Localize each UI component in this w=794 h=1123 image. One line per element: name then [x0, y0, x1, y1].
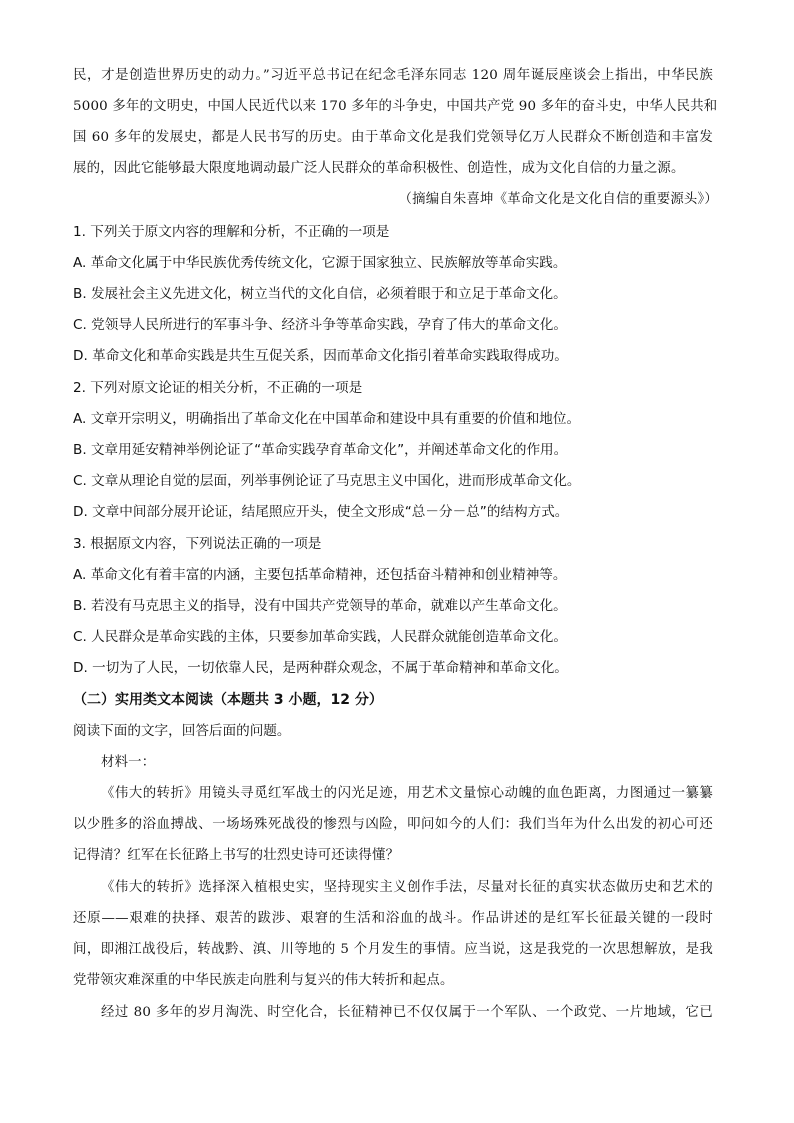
material-p1-line-3: 记得清？红军在长征路上书写的壮烈史诗可还读得懂？ — [73, 848, 400, 863]
material-p2-line-2: 还原——艰难的抉择、艰苦的跋涉、艰窘的生活和浴血的战斗。作品讲述的是红军长征最关键的一段时 — [73, 911, 713, 926]
question-3-stem: 3. 根据原文内容，下列说法正确的一项是 — [73, 536, 322, 552]
material-p2-line-4: 党带领灾难深重的中华民族走向胜利与复兴的伟大转折和起点。 — [73, 973, 454, 988]
material-p1-line-1: 《伟大的转折》用镜头寻觅红军战士的闪光足迹，用艺术文量惊心动魄的血色距离，力图通过一纂纂 — [101, 786, 713, 801]
section-2-heading: （二）实用类文本阅读（本题共 3 小题，12 分） — [73, 692, 383, 708]
question-3-option-c[interactable]: C. 人民群众是革命实践的主体，只要参加革命实践，人民群众就能创造革命文化。 — [73, 629, 567, 645]
question-2-option-a[interactable]: A. 文章开宗明义，明确指出了革命文化在中国革命和建设中具有重要的价值和地位。 — [73, 411, 581, 427]
question-2-stem: 2. 下列对原文论证的相关分析，不正确的一项是 — [73, 380, 363, 396]
material-p3-line-1: 经过 80 多年的岁月淘洗、时空化合，长征精神已不仅仅属于一个军队、一个政党、一片地域，它已 — [101, 1005, 713, 1020]
passage-line-4: 展的，因此它能够最大限度地调动最广泛人民群众的革命积极性、创造性，成为文化自信的力量之源。 — [73, 161, 685, 176]
material-p1-line-2: 以少胜多的浴血搏战、一场场殊死战役的惨烈与凶险，叩问如今的人们：我们当年为什么出发的初心可还 — [73, 817, 713, 832]
material-label: 材料一： — [101, 755, 156, 770]
question-3-option-d[interactable]: D. 一切为了人民，一切依靠人民，是两种群众观念，不属于革命精神和革命文化。 — [73, 660, 568, 676]
question-3-option-a[interactable]: A. 革命文化有着丰富的内涵，主要包括革命精神，还包括奋斗精神和创业精神等。 — [73, 567, 567, 583]
passage-source: （摘编自朱喜坤《革命文化是文化自信的重要源头》） — [398, 192, 718, 207]
passage-line-2: 5000 多年的文明史，中国人民近代以来 170 多年的斗争史，中国共产党 90 多年的奋斗史，中华人民共和 — [73, 99, 718, 114]
question-1-option-c[interactable]: C. 党领导人民所进行的军事斗争、经济斗争等革命实践，孕育了伟大的革命文化。 — [73, 317, 567, 333]
question-1-stem: 1. 下列关于原文内容的理解和分析，不正确的一项是 — [73, 224, 390, 240]
material-p2-line-1: 《伟大的转折》选择深入植根史实，坚持现实主义创作手法，尽量对长征的真实状态做历史和艺术的 — [101, 880, 713, 895]
passage-line-1: 民，才是创造世界历史的动力。”习近平总书记在纪念毛泽东同志 120 周年诞辰座谈会上指出，中华民族 — [73, 68, 713, 83]
section-2-instruction: 阅读下面的文字，回答后面的问题。 — [73, 723, 291, 739]
passage-line-3: 国 60 多年的发展史，都是人民书写的历史。由于革命文化是我们党领导亿万人民群众不断创造和丰富发 — [73, 130, 713, 145]
question-2-option-d[interactable]: D. 文章中间部分展开论证，结尾照应开头，使全文形成“总－分－总”的结构方式。 — [73, 504, 569, 520]
question-1-option-a[interactable]: A. 革命文化属于中华民族优秀传统文化，它源于国家独立、民族解放等革命实践。 — [73, 255, 567, 271]
question-1-option-d[interactable]: D. 革命文化和革命实践是共生互促关系，因而革命文化指引着革命实践取得成功。 — [73, 348, 568, 364]
question-2-option-c[interactable]: C. 文章从理论自觉的层面，列举事例论证了马克思主义中国化，进而形成革命文化。 — [73, 473, 581, 489]
question-1-option-b[interactable]: B. 发展社会主义先进文化，树立当代的文化自信，必须着眼于和立足于革命文化。 — [73, 286, 567, 302]
material-p2-line-3: 间，即湘江战役后，转战黔、滇、川等地的 5 个月发生的事情。应当说，这是我党的一次思想解放，是我 — [73, 942, 713, 957]
question-2-option-b[interactable]: B. 文章用延安精神举例论证了“革命实践孕育革命文化”，并阐述革命文化的作用。 — [73, 442, 568, 458]
question-3-option-b[interactable]: B. 若没有马克思主义的指导，没有中国共产党领导的革命，就难以产生革命文化。 — [73, 598, 567, 614]
